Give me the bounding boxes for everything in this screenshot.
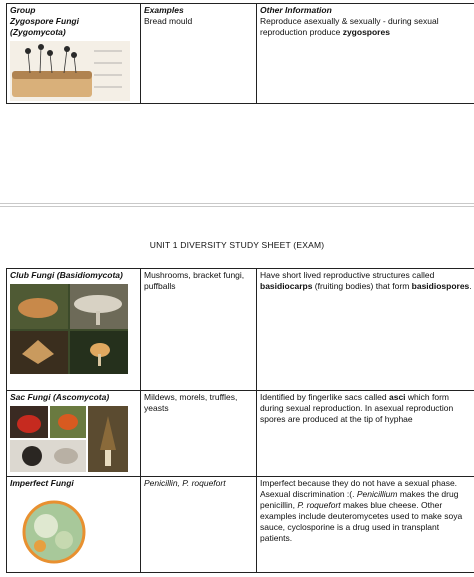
- top-table: [6, 3, 474, 104]
- examples-text: Mildews, morels, truffles, yeasts: [141, 391, 257, 477]
- info-text: Have short lived reproductive structures called basidiocarps (fruiting bodies) that form basidiospores.: [257, 269, 474, 391]
- group-name: Zygospore Fungi (Zygomycota): [10, 16, 79, 37]
- group-name: Club Fungi (Basidiomycota): [10, 270, 123, 280]
- fungi-table: [6, 268, 474, 573]
- info-text: Identified by fingerlike sacs called asci which form during sexual reproduction. In asexual reproduction spores are produced at the tip of hyphae: [257, 391, 474, 477]
- club-fungi-image: [10, 284, 128, 374]
- examples-cell: [141, 4, 257, 104]
- page-divider: [0, 203, 474, 204]
- other-info-text: Reproduce asexually & sexually - during sexual reproduction produce zygospores: [260, 16, 439, 37]
- examples-text: Bread mould: [144, 16, 193, 26]
- sac-fungi-image: [10, 406, 128, 472]
- group-name: Sac Fungi (Ascomycota): [10, 392, 110, 402]
- bread-mould-image: [10, 41, 130, 101]
- group-cell: [7, 4, 141, 104]
- table-row: [7, 477, 474, 573]
- page-title: UNIT 1 DIVERSITY STUDY SHEET (EXAM): [149, 240, 325, 250]
- header-examples: Examples: [144, 5, 184, 15]
- header-group: Group: [10, 5, 36, 15]
- moldy-orange-image: [10, 492, 128, 568]
- examples-text: Penicillin, P. roquefort: [141, 477, 257, 573]
- info-text: Imperfect because they do not have a sexual phase. Asexual discrimination :(. Penicillium makes the drug penicillin, P. roquefort makes blue cheese. Other examples include deuteromycetes used to make soya sauce, cyclosporine is a drug used in transplant patients.: [257, 477, 474, 573]
- other-info-cell: [257, 4, 474, 104]
- page-divider: [0, 206, 474, 207]
- table-row: [7, 269, 474, 391]
- examples-text: Mushrooms, bracket fungi, puffballs: [141, 269, 257, 391]
- table-row: [7, 391, 474, 477]
- header-other-information: Other Information: [260, 5, 332, 15]
- group-name: Imperfect Fungi: [10, 478, 74, 488]
